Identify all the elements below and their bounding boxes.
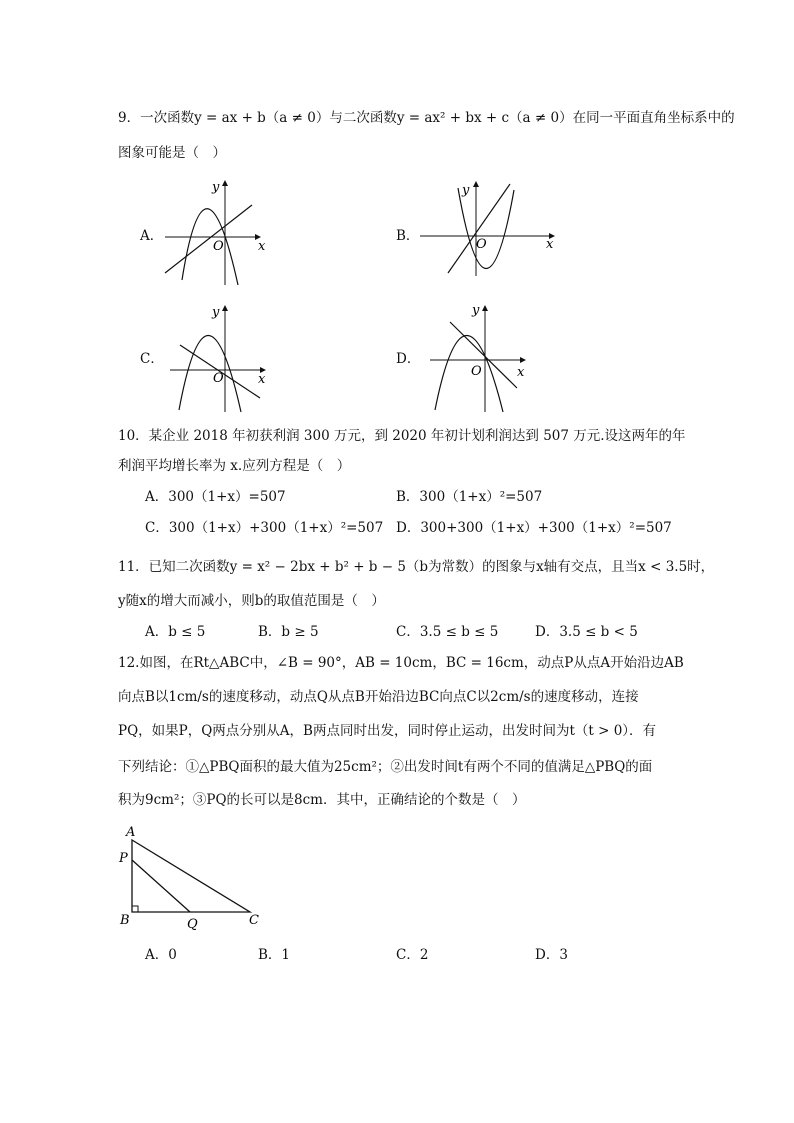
point-c-label: C	[249, 913, 259, 928]
q9-option-b-graph	[418, 178, 558, 278]
parabola	[435, 335, 503, 412]
q10-option-b: B．300（1+x）²=507	[396, 489, 543, 505]
straight-line	[450, 322, 517, 388]
q10-stem-line2: 利润平均增长率为 x.应列方程是（ ）	[118, 458, 351, 474]
parabola	[182, 209, 238, 285]
origin-label: O	[213, 239, 224, 254]
q11-option-b: B．b ≥ 5	[258, 624, 319, 640]
q11-option-c: C．3.5 ≤ b ≤ 5	[396, 624, 499, 640]
origin-label: O	[476, 237, 487, 252]
point-a-label: A	[126, 825, 136, 840]
straight-line	[448, 184, 510, 273]
axis-x-label: x	[258, 372, 266, 387]
q9-option-c-graph	[165, 300, 275, 415]
q12-option-c: C．2	[396, 947, 429, 963]
q9-option-b-label: B．	[396, 228, 420, 244]
q11-stem-line1: 11．已知二次函数y = x² − 2bx + b² + b − 5（b为常数）的图象与x轴有交点，且当x < 3.5时，	[118, 559, 715, 575]
q9-stem-line1: 9．一次函数y = ax + b（a ≠ 0）与二次函数y = ax² + bx + c（a ≠ 0）在同一平面直角坐标系中的	[118, 110, 735, 126]
q12-stem-line1: 12.如图，在Rt△ABC中，∠B = 90°，AB = 10cm，BC = 16cm，动点P从点A开始沿边AB	[118, 655, 684, 671]
axis-y-label: y	[212, 180, 220, 195]
axis-x-label: x	[546, 237, 554, 252]
q9-option-a-graph	[160, 175, 275, 290]
q9-stem-line2: 图象可能是（ ）	[118, 145, 226, 161]
q12-stem-line2: 向点B以1cm/s的速度移动，动点Q从点B开始沿边BC向点C以2cm/s的速度移动，连接	[118, 689, 639, 705]
q12-stem-line4: 下列结论：①△PBQ面积的最大值为25cm²；②出发时间t有两个不同的值满足△PBQ的面	[118, 759, 653, 775]
q12-stem-line3: PQ，如果P，Q两点分别从A，B两点同时出发，同时停止运动，出发时间为t（t > 0）．有	[118, 723, 657, 739]
origin-label: O	[471, 364, 482, 379]
right-angle-mark	[132, 906, 138, 912]
point-b-label: B	[120, 913, 130, 928]
q11-stem-line2: y随x的增大而减小，则b的取值范围是（ ）	[118, 593, 385, 609]
q9-option-c-label: C．	[140, 351, 164, 367]
segment-pq	[132, 860, 190, 912]
q10-option-a: A．300（1+x）=507	[145, 489, 286, 505]
axis-y-label: y	[462, 183, 470, 198]
origin-label: O	[213, 371, 224, 386]
q12-stem-line5: 积为9cm²；③PQ的长可以是8cm．其中，正确结论的个数是（ ）	[118, 792, 526, 808]
q12-triangle-figure	[112, 820, 272, 935]
parabola	[458, 188, 514, 269]
axis-x-label: x	[517, 365, 525, 380]
q9-option-d-label: D．	[396, 351, 421, 367]
q9-option-a-label: A．	[140, 228, 164, 244]
q10-stem-line1: 10．某企业 2018 年初获利润 300 万元，到 2020 年初计划利润达到 507 万元.设这两年的年	[118, 428, 686, 444]
q12-option-d: D．3	[535, 947, 568, 963]
point-p-label: P	[119, 851, 128, 866]
q11-option-a: A．b ≤ 5	[145, 624, 206, 640]
q12-option-a: A．0	[145, 947, 177, 963]
parabola	[179, 335, 241, 412]
q11-option-d: D．3.5 ≤ b < 5	[535, 624, 638, 640]
axis-y-label: y	[472, 303, 480, 318]
axis-y-label: y	[212, 305, 220, 320]
q10-option-d: D．300+300（1+x）+300（1+x）²=507	[396, 520, 672, 536]
axis-x-label: x	[258, 239, 266, 254]
q9-option-d-graph	[425, 300, 535, 415]
point-q-label: Q	[187, 917, 198, 932]
q12-option-b: B．1	[258, 947, 291, 963]
straight-line	[165, 205, 252, 273]
q10-option-c: C．300（1+x）+300（1+x）²=507	[145, 520, 384, 536]
